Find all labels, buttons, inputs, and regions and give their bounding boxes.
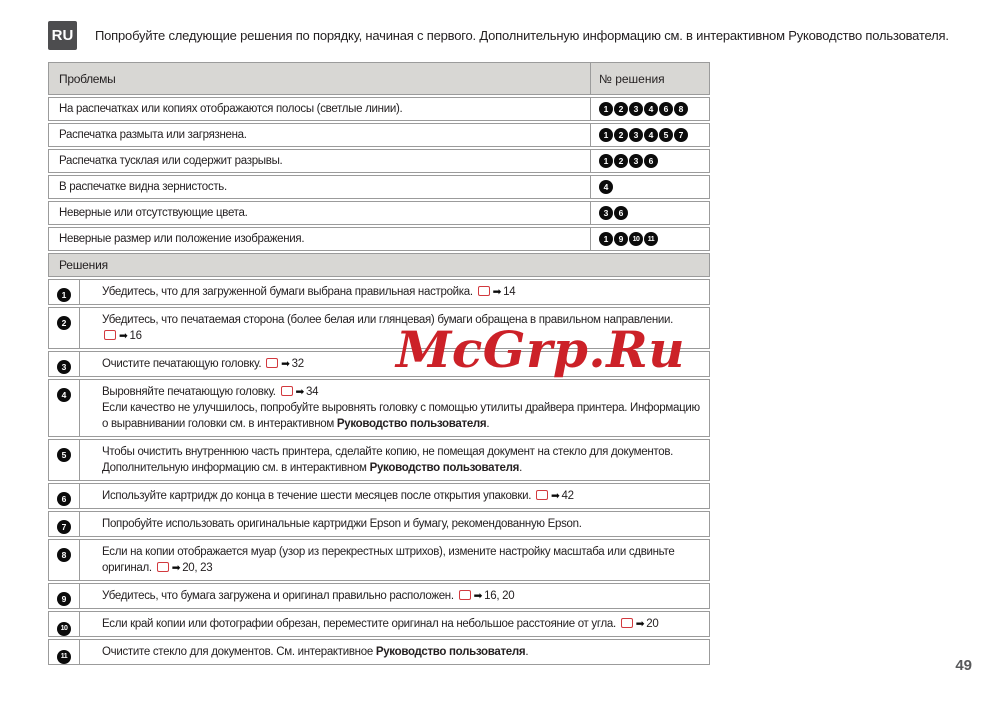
solution-number-badge: 1 [599, 154, 613, 168]
solution-number-badge: 6 [57, 492, 71, 506]
solution-row [48, 483, 710, 509]
solution-number-cell [49, 484, 80, 508]
solution-text: Чтобы очистить внутреннюю часть принтера, сделайте копию, не помещая документ на стекло для документов. Дополнительную информацию см. в интерактивном Руководство пользователя. [102, 446, 674, 474]
solution-number-badge: 9 [614, 232, 628, 246]
solution-number-badge: 7 [57, 520, 71, 534]
problem-text: Распечатка размыта или загрязнена. [49, 124, 591, 146]
solution-number-badge: 6 [659, 102, 673, 116]
solution-number-cell [49, 440, 80, 480]
solution-row [48, 639, 710, 665]
solution-row [48, 351, 710, 377]
solution-number-badges [591, 98, 709, 120]
solution-number-cell [49, 380, 80, 436]
solution-row [48, 279, 710, 305]
solution-number-cell [49, 352, 80, 376]
solution-number-badge: 6 [614, 206, 628, 220]
solution-text: Попробуйте использовать оригинальные картриджи Epson и бумагу, рекомендованную Epson. [102, 518, 582, 530]
solution-text: Используйте картридж до конца в течение шести месяцев после открытия упаковки. ➡ 42 [102, 490, 574, 502]
manual-book-icon [104, 330, 116, 340]
troubleshooting-table [48, 62, 710, 667]
solution-number-cell [49, 640, 80, 664]
solution-text: Убедитесь, что бумага загружена и оригинал правильно расположен. ➡ 16, 20 [102, 590, 515, 602]
solution-number-cell [49, 584, 80, 608]
manual-book-icon [266, 358, 278, 368]
arrow-right-icon: ➡ [551, 490, 560, 502]
solution-number-badge: 4 [599, 180, 613, 194]
solution-row [48, 379, 710, 437]
solution-number-badge: 4 [644, 128, 658, 142]
solution-number-badge: 2 [614, 154, 628, 168]
solution-number-column-header: № решения [599, 71, 665, 86]
solution-number-badge: 3 [599, 206, 613, 220]
watermark: McGrp.Ru [396, 320, 686, 379]
arrow-right-icon: ➡ [492, 286, 502, 298]
manual-book-icon [536, 490, 548, 500]
solution-number-badge: 10 [57, 622, 71, 636]
manual-book-icon [157, 562, 169, 572]
solution-number-badge: 8 [57, 548, 71, 562]
page-ref: ➡ 20, 23 [155, 562, 213, 574]
solution-row [48, 307, 710, 349]
page-ref: ➡ 20 [619, 618, 659, 630]
page-number: 49 [955, 657, 972, 674]
solution-number-badge: 3 [57, 360, 71, 374]
problems-column-header: Проблемы [49, 63, 591, 94]
page-ref: ➡ 16, 20 [457, 590, 515, 602]
page-ref: ➡ 34 [279, 386, 319, 398]
solutions-section-header: Решения [48, 253, 710, 277]
solution-number-badge: 1 [57, 288, 71, 302]
manual-book-icon [281, 386, 293, 396]
solution-row [48, 611, 710, 637]
solution-row [48, 583, 710, 609]
manual-book-icon [621, 618, 633, 628]
solution-number-badge: 8 [674, 102, 688, 116]
arrow-right-icon: ➡ [295, 386, 305, 398]
problem-row [48, 201, 710, 225]
problem-row [48, 97, 710, 121]
solution-row [48, 439, 710, 481]
problem-text: Неверные размер или положение изображения. [49, 228, 591, 250]
solution-number-badge: 10 [629, 232, 643, 246]
solution-text: Если на копии отображается муар (узор из перекрестных штрихов), измените настройку масштаба или сдвиньте оригинал. ➡ 20, 23 [102, 546, 675, 574]
solution-number-badges [591, 124, 709, 146]
problem-text: Распечатка тусклая или содержит разрывы. [49, 150, 591, 172]
solution-number-badge: 4 [644, 102, 658, 116]
solution-number-badge: 9 [57, 592, 71, 606]
solution-number-badge: 1 [599, 128, 613, 142]
solution-number-badge: 3 [629, 128, 643, 142]
problem-row [48, 123, 710, 147]
problems-header-row [48, 62, 710, 95]
solution-number-badge: 5 [659, 128, 673, 142]
problem-text: Неверные или отсутствующие цвета. [49, 202, 591, 224]
solution-number-badges [591, 228, 709, 250]
solution-text: Убедитесь, что для загруженной бумаги выбрана правильная настройка. ➡ 14 [102, 286, 516, 298]
solution-number-cell [49, 540, 80, 580]
solution-number-cell [49, 612, 80, 636]
problem-text: На распечатках или копиях отображаются полосы (светлые линии). [49, 98, 591, 120]
solution-row [48, 539, 710, 581]
arrow-right-icon: ➡ [473, 590, 483, 602]
solution-number-badges [591, 202, 709, 224]
arrow-right-icon: ➡ [281, 358, 290, 370]
solution-number-badge: 7 [674, 128, 688, 142]
solution-number-badge: 2 [614, 128, 628, 142]
problem-row [48, 149, 710, 173]
solution-text: Если край копии или фотографии обрезан, переместите оригинал на небольшое расстояние от угла. ➡ 20 [102, 618, 659, 630]
solution-number-badge: 3 [629, 154, 643, 168]
solution-number-cell [49, 512, 80, 536]
solution-row [48, 511, 710, 537]
solution-number-badge: 1 [599, 102, 613, 116]
solution-number-cell [49, 308, 80, 348]
problem-row [48, 227, 710, 251]
manual-book-icon [478, 286, 490, 296]
language-badge: RU [48, 21, 77, 50]
page-ref: ➡ 32 [264, 358, 304, 370]
solution-text: Очистите печатающую головку. ➡ 32 [102, 358, 304, 370]
problem-row [48, 175, 710, 199]
solution-number-badge: 3 [629, 102, 643, 116]
solution-number-badge: 1 [599, 232, 613, 246]
page-ref: ➡ 42 [534, 490, 574, 502]
solution-number-badge: 5 [57, 448, 71, 462]
solution-text: Выровняйте печатающую головку. ➡ 34 Если качество не улучшилось, попробуйте выровнять головку с помощью утилиты драйвера принтера. Информацию о выравнивании головки см. в интерактивном Руководство пользователя. [102, 386, 700, 430]
arrow-right-icon: ➡ [635, 618, 645, 630]
page-ref: ➡ 16 [102, 330, 142, 342]
solution-number-badge: 2 [57, 316, 71, 330]
page-ref: ➡ 14 [476, 286, 516, 298]
arrow-right-icon: ➡ [119, 330, 128, 342]
solution-number-badge: 11 [644, 232, 658, 246]
solution-number-badge: 4 [57, 388, 71, 402]
problem-text: В распечатке видна зернистость. [49, 176, 591, 198]
solution-number-badges [591, 176, 709, 198]
solution-text: Убедитесь, что печатаемая сторона (более белая или глянцевая) бумаги обращена в правильном направлении. ➡ 16 [102, 314, 674, 342]
solution-number-badge: 11 [57, 650, 71, 664]
arrow-right-icon: ➡ [171, 562, 181, 574]
solution-number-badges [591, 150, 709, 172]
problem-rows [48, 97, 710, 251]
manual-book-icon [459, 590, 471, 600]
intro-text: Попробуйте следующие решения по порядку, начиная с первого. Дополнительную информацию см. в интерактивном Руководство пользователя. [95, 28, 949, 43]
solution-text: Очистите стекло для документов. См. интерактивное Руководство пользователя. [102, 646, 529, 658]
solution-number-cell [49, 280, 80, 304]
solution-rows [48, 279, 710, 665]
solution-number-badge: 2 [614, 102, 628, 116]
solution-number-badge: 6 [644, 154, 658, 168]
